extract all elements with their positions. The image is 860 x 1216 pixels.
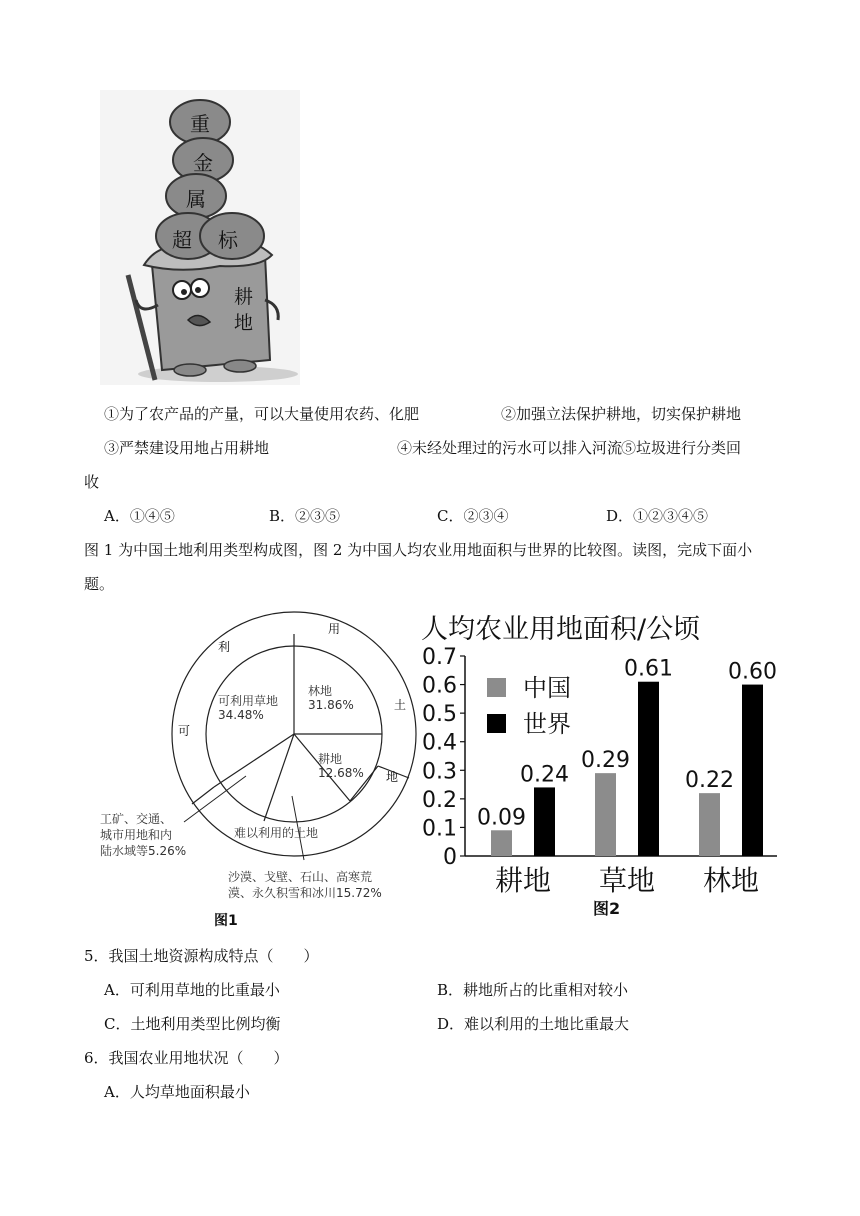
q4-option-b[interactable]: B．②③⑤ <box>269 507 341 525</box>
q5-option-d[interactable]: D．难以利用的土地比重最大 <box>437 1015 630 1033</box>
y-tick-label: 0.5 <box>422 702 457 728</box>
callout-bottom-1: 沙漠、戈壁、石山、高寒荒 <box>228 870 373 884</box>
y-tick-label: 0.2 <box>422 787 457 813</box>
ring-label-di: 地 <box>386 770 399 784</box>
bar-chart-svg <box>415 608 795 928</box>
bar <box>491 830 512 856</box>
forest-name: 林地 <box>308 684 333 698</box>
statement-1: ①为了农产品的产量，可以大量使用农药、化肥 <box>104 405 420 423</box>
q6-option-a[interactable]: A．人均草地面积最小 <box>104 1083 250 1101</box>
bar-value-label: 0.60 <box>728 659 777 685</box>
figure-1-caption: 图1 <box>214 913 238 929</box>
y-tick-label: 0.3 <box>422 759 457 785</box>
legend-swatch <box>487 714 506 733</box>
bar <box>699 793 720 856</box>
chart-title: 人均农业用地面积/公顷 <box>421 614 701 645</box>
y-tick-label: 0 <box>443 845 457 870</box>
callout-left-3: 陆水域等5.26% <box>100 844 187 858</box>
bar <box>638 682 659 856</box>
statement-2: ②加强立法保护耕地，切实保护耕地 <box>501 405 742 423</box>
callout-left-1: 工矿、交通、 <box>100 812 173 826</box>
statement-4: ④未经处理过的污水可以排入河流 <box>397 439 623 457</box>
statement-5: ⑤垃圾进行分类回 <box>621 439 742 457</box>
y-tick-label: 0.7 <box>422 645 457 670</box>
bar-value-label: 0.61 <box>624 656 673 682</box>
callout-left-2: 城市用地和内 <box>100 828 173 842</box>
bar-value-label: 0.09 <box>477 805 526 831</box>
legend-label: 世界 <box>523 710 571 738</box>
stone-label-4: 超 <box>172 228 192 252</box>
q5-option-c[interactable]: C．土地利用类型比例均衡 <box>104 1015 281 1033</box>
legend-swatch <box>487 678 506 697</box>
q4-option-d[interactable]: D．①②③④⑤ <box>606 507 709 525</box>
x-tick-label: 耕地 <box>494 864 552 897</box>
q4-option-a[interactable]: A．①④⑤ <box>104 507 175 525</box>
bar <box>534 787 555 856</box>
x-tick-label: 草地 <box>598 864 656 897</box>
stone-label-1: 重 <box>190 112 210 136</box>
q6-stem: 6．我国农业用地状况（ ） <box>84 1049 289 1067</box>
callout-bottom-2: 漠、永久积雪和冰川15.72% <box>228 886 382 900</box>
q5-stem: 5．我国土地资源构成特点（ ） <box>84 947 319 965</box>
legend-label: 中国 <box>523 674 571 702</box>
statement-5-wrap: 收 <box>84 473 100 491</box>
grassland-name: 可利用草地 <box>218 694 279 708</box>
ring-label-yong: 用 <box>328 622 341 636</box>
y-tick-label: 0.4 <box>422 730 457 756</box>
intro-line-2: 题。 <box>84 575 115 593</box>
figure-2-chart <box>415 608 795 928</box>
cartoon-illustration <box>100 90 300 385</box>
figure-2-caption: 图2 <box>593 899 621 918</box>
unusable-land-label: 难以利用的土地 <box>234 826 319 840</box>
q5-option-a[interactable]: A．可利用草地的比重最小 <box>104 981 280 999</box>
body-label-1: 耕 <box>234 286 254 308</box>
arable-name: 耕地 <box>318 752 343 766</box>
statement-3: ③严禁建设用地占用耕地 <box>104 439 270 457</box>
stone-label-5: 标 <box>218 228 238 252</box>
ring-label-li: 利 <box>218 640 231 654</box>
bar <box>595 773 616 856</box>
bar-value-label: 0.22 <box>685 768 734 794</box>
stone-label-3: 属 <box>186 187 206 211</box>
grassland-pct: 34.48% <box>218 708 264 722</box>
y-tick-label: 0.1 <box>422 816 457 842</box>
bar-value-label: 0.24 <box>520 762 569 788</box>
stone-label-2: 金 <box>193 151 213 175</box>
x-tick-label: 林地 <box>702 864 760 897</box>
q5-option-b[interactable]: B．耕地所占的比重相对较小 <box>437 981 629 999</box>
y-tick-label: 0.6 <box>422 673 457 699</box>
arable-pct: 12.68% <box>318 766 364 780</box>
body-label-2: 地 <box>234 312 254 334</box>
figure-1-pie <box>96 608 426 933</box>
bar <box>742 685 763 856</box>
forest-pct: 31.86% <box>308 698 354 712</box>
q4-option-c[interactable]: C．②③④ <box>437 507 509 525</box>
bar-value-label: 0.29 <box>581 748 630 774</box>
ring-label-tu: 土 <box>394 698 407 712</box>
intro-line-1: 图 1 为中国土地利用类型构成图，图 2 为中国人均农业用地面积与世界的比较图。读图，完成下面小 <box>84 541 753 559</box>
ring-label-ke: 可 <box>178 724 191 738</box>
